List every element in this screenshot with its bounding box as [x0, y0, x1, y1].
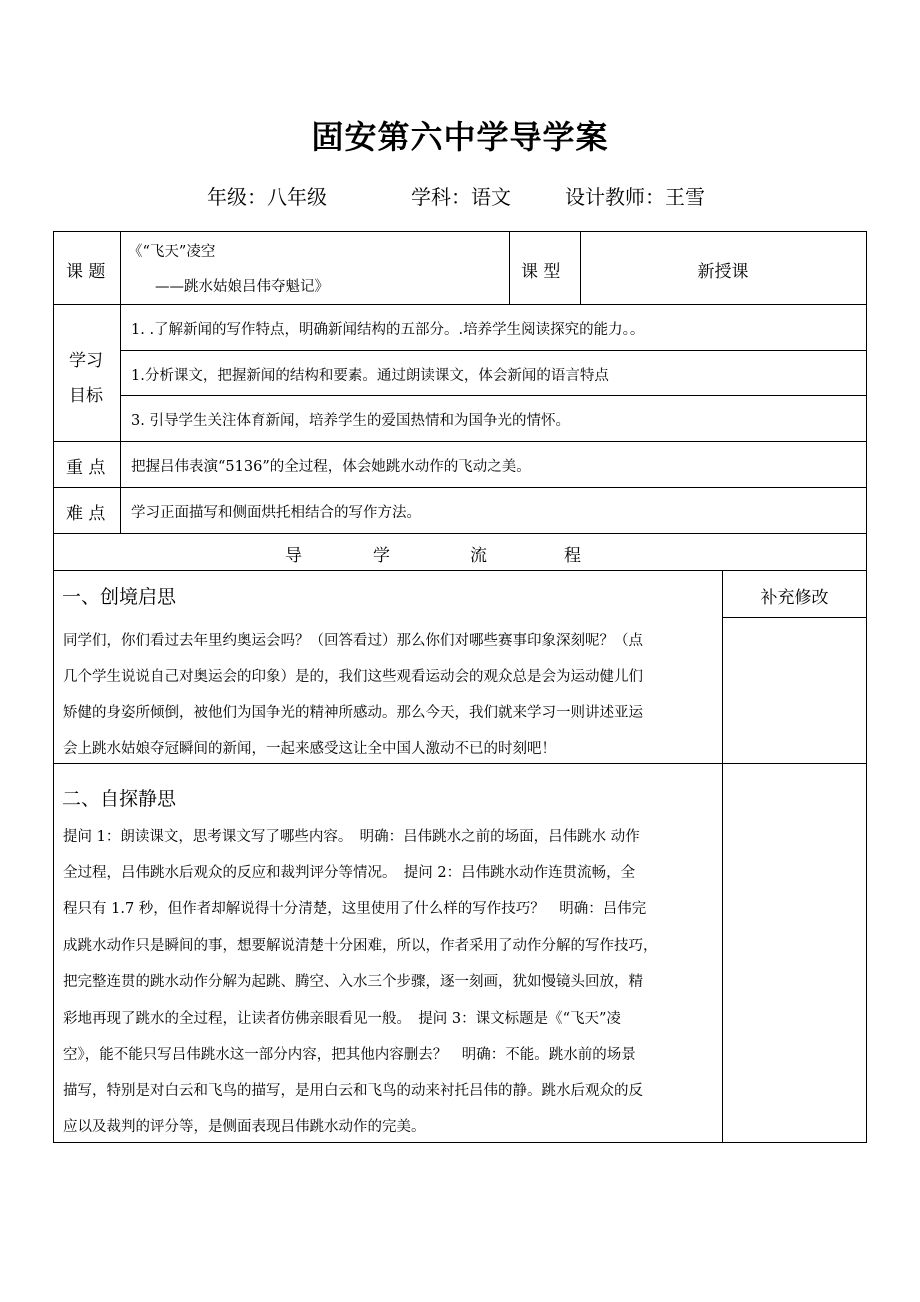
table-divider [120, 350, 867, 351]
document-title: 固安第六中学导学案 [311, 118, 609, 156]
paragraph-line: 成跳水动作只是瞬间的事，想要解说清楚十分困难，所以，作者采用了动作分解的写作技巧， [63, 938, 658, 954]
paragraph-line: 全过程，吕伟跳水后观众的反应和裁判评分等情况。 提问 2：吕伟跳水动作连贯流畅，全 [63, 865, 636, 881]
paragraph-line: 提问 1：朗读课文，思考课文写了哪些内容。 明确：吕伟跳水之前的场面，吕伟跳水 动作 [63, 829, 640, 845]
paragraph-line: 空》，能不能只写吕伟跳水这一部分内容，把其他内容删去？ 明确：不能。跳水前的场景 [63, 1047, 636, 1063]
flow-header-char: 学 [373, 546, 390, 566]
paragraph-line: 把完整连贯的跳水动作分解为起跳、腾空、入水三个步骤，逐一刻画，犹如慢镜头回放，精 [63, 974, 643, 990]
goals-label-line1: 学习 [69, 351, 103, 371]
paragraph-line: 会上跳水姑娘夺冠瞬间的新闻，一起来感受这让全中国人激动不已的时刻吧！ [63, 741, 556, 757]
topic-label: 课 题 [66, 262, 106, 282]
paragraph-line: 程只有 1.7 秒，但作者却解说得十分清楚，这里使用了什么样的写作技巧？ 明确：吕伟完 [63, 901, 647, 917]
table-divider [53, 533, 867, 534]
table-divider [53, 763, 867, 764]
paragraph-line: 几个学生说说自己对奥运会的印象）是的，我们这些观看运动会的观众总是会为运动健儿们 [63, 669, 643, 685]
topic-title-line2: ——跳水姑娘吕伟夺魁记》 [155, 279, 329, 295]
flow-header-char: 程 [564, 546, 581, 566]
goals-label-line2: 目标 [69, 386, 103, 406]
difficulty-label: 难 点 [66, 504, 106, 524]
teacher-label: 设计教师：王雪 [565, 185, 705, 209]
paragraph-line: 应以及裁判的评分等，是侧面表现吕伟跳水动作的完美。 [63, 1119, 426, 1135]
section-heading: 二、自探静思 [62, 788, 177, 810]
table-border [53, 231, 867, 232]
paragraph-line: 彩地再现了跳水的全过程，让读者仿佛亲眼看见一般。 提问 3：课文标题是《“飞天”凌 [63, 1011, 621, 1027]
table-divider [53, 441, 867, 442]
table-divider [53, 570, 867, 571]
table-border [866, 231, 867, 1143]
flow-header-char: 流 [470, 546, 487, 566]
paragraph-line: 同学们，你们看过去年里约奥运会吗？（回答看过）那么你们对哪些赛事印象深刻呢？（点 [63, 633, 643, 649]
table-divider [120, 395, 867, 396]
key-point-value: 把握吕伟表演“5136”的全过程，体会她跳水动作的飞动之美。 [131, 459, 531, 475]
topic-title-line1: 《“飞天”凌空 [128, 244, 216, 260]
table-divider [53, 304, 867, 305]
table-divider [722, 570, 723, 1142]
paragraph-line: 描写，特别是对白云和飞鸟的描写，是用白云和飞鸟的动来衬托吕伟的静。跳水后观众的反 [63, 1083, 643, 1099]
table-divider [722, 617, 867, 618]
table-border [53, 231, 54, 1143]
table-divider [509, 231, 510, 304]
goal-item: 1.分析课文，把握新闻的结构和要素。通过朗读课文，体会新闻的语言特点 [131, 368, 609, 384]
goal-item: 3. 引导学生关注体育新闻，培养学生的爱国热情和为国争光的情怀。 [131, 413, 570, 429]
difficulty-value: 学习正面描写和侧面烘托相结合的写作方法。 [131, 505, 421, 521]
goal-item: 1. .了解新闻的写作特点，明确新闻结构的五部分。.培养学生阅读探究的能力。。 [131, 322, 645, 338]
paragraph-line: 矫健的身姿所倾倒，被他们为国争光的精神所感动。那么今天，我们就来学习一则讲述亚运 [63, 705, 643, 721]
type-label: 课 型 [521, 262, 561, 282]
table-divider [53, 487, 867, 488]
supplement-label: 补充修改 [760, 588, 829, 608]
type-value: 新授课 [697, 262, 749, 282]
table-border [53, 1142, 867, 1143]
section-heading: 一、创境启思 [62, 586, 177, 608]
subject-label: 学科：语文 [411, 185, 511, 209]
flow-header-char: 导 [285, 546, 302, 566]
key-point-label: 重 点 [66, 458, 106, 478]
grade-label: 年级：八年级 [207, 185, 327, 209]
table-divider [120, 231, 121, 533]
